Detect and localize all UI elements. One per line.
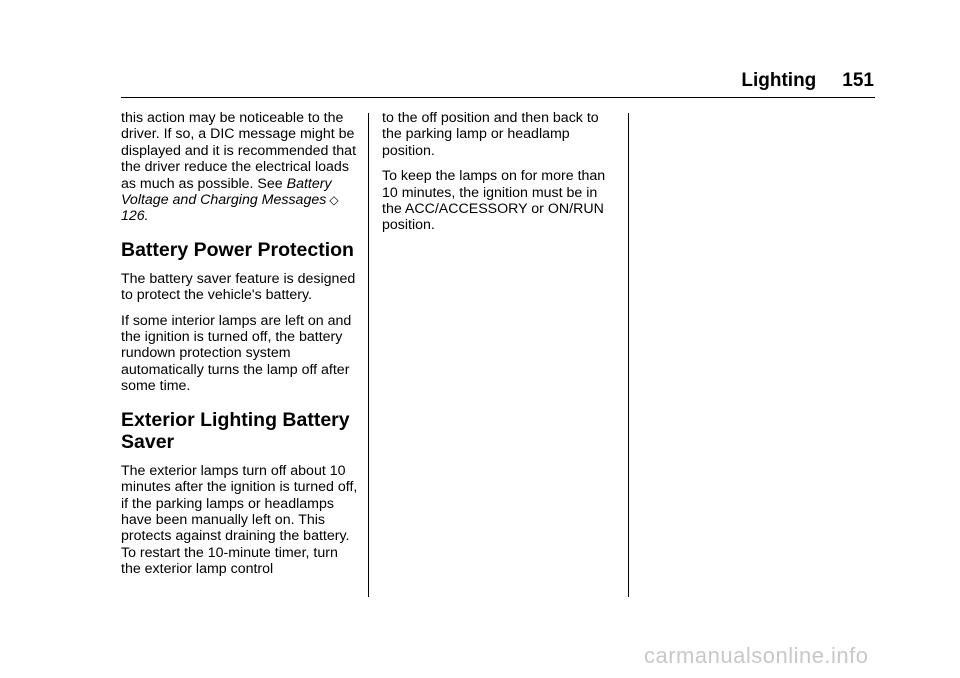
xref-title: Battery Voltage and Charging Messages — [121, 175, 332, 209]
intro-text: this action may be noticeable to the driver. If so, a DIC message might be displayed and it is recommended that the driver reduce the electrical loads as much as possible. See — [121, 110, 357, 192]
column-middle — [382, 110, 620, 243]
page-number: 151 — [842, 70, 874, 91]
paragraph: to the off position and then back to the parking lamp or headlamp position. — [382, 110, 599, 159]
paragraph: The battery saver feature is designed to protect the vehicle's battery. — [121, 270, 356, 304]
column-left — [121, 110, 359, 587]
intro-paragraph — [121, 110, 359, 225]
heading-exterior-lighting-battery-saver: Exterior Lighting Battery Saver — [121, 408, 350, 453]
xref-end: . — [144, 208, 149, 225]
watermark: carmanualsonline.info — [644, 643, 869, 668]
section-title: Lighting — [741, 70, 817, 91]
xref-page: 126 — [121, 208, 145, 225]
page-reference-icon: ◇ — [329, 193, 339, 208]
paragraph: If some interior lamps are left on and the ignition is turned off, the battery rundown protection system automatically turns the lamp off after some time. — [121, 312, 352, 395]
header-rule — [121, 97, 875, 98]
paragraph: The exterior lamps turn off about 10 minutes after the ignition is turned off, if the parking lamps or headlamps have been manually left on. This protects against draining the battery. To restart the 10-minute timer, turn the exterior lamp control — [121, 462, 358, 578]
column-divider — [368, 113, 369, 597]
heading-battery-power-protection: Battery Power Protection — [121, 238, 354, 261]
page-header — [741, 70, 874, 92]
paragraph: To keep the lamps on for more than 10 minutes, the ignition must be in the ACC/ACCESSORY or ON/RUN position. — [382, 168, 606, 234]
column-divider — [628, 113, 629, 597]
